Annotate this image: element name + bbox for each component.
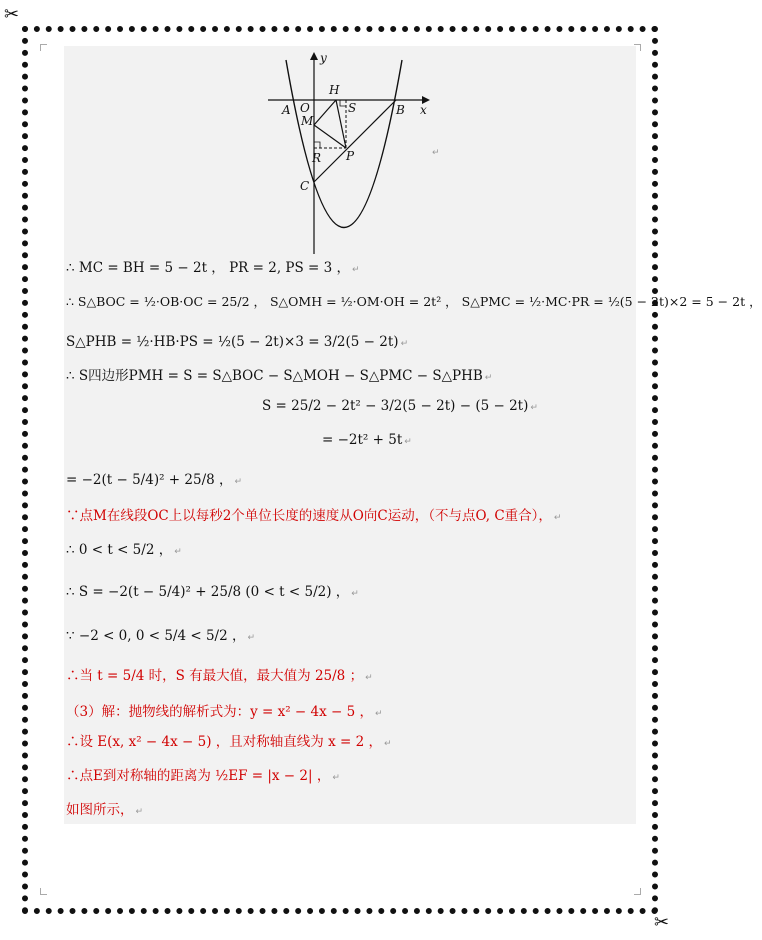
text-line: S△PHB = ½·HB·PS = ½(5 − 2t)×3 = 3/2(5 − 2t) ↵ (66, 334, 409, 350)
label-p: P (346, 149, 355, 163)
text-line-red: ∴当 t = 5/4 时，S 有最大值，最大值为 25/8 ； ↵ (66, 668, 373, 684)
label-h: H (329, 83, 340, 97)
text-line: ∴ MC = BH = 5 − 2t ， PR = 2, PS = 3 ， ↵ (66, 260, 360, 276)
label-x: x (420, 103, 427, 117)
text-line: ∴ S△BOC = ½·OB·OC = 25/2 ， S△OMH = ½·OM·OH = 2t² ， S△PMC = ½·MC·PR = ½(5 − 2t)×2 = 5 − 2t ， (66, 294, 762, 309)
scissors-icon-bottom-right: ✂ (654, 912, 670, 933)
text-line: ∴ S四边形PMH = S = S△BOC − S△MOH − S△PMC − S△PHB ↵ (66, 368, 493, 384)
text-line: = −2(t − 5/4)² + 25/8 ， ↵ (66, 472, 243, 488)
line-mp (314, 125, 346, 148)
paragraph-mark: ↵ (432, 148, 440, 158)
label-m: M (301, 114, 314, 128)
text-line: ∴ S = −2(t − 5/4)² + 25/8 (0 < t < 5/2) ， ↵ (66, 584, 359, 600)
label-s: S (348, 101, 357, 115)
text-line: ∵ −2 < 0, 0 < 5/4 < 5/2 ， ↵ (66, 628, 256, 644)
line-hp (336, 100, 346, 148)
parabola-figure (262, 50, 442, 254)
text-line-centered: = −2t² + 5t ↵ (322, 432, 412, 448)
text-line: ∴ 0 < t < 5/2 ， ↵ (66, 542, 182, 558)
text-line-centered: S = 25/2 − 2t² − 3/2(5 − 2t) − (5 − 2t) ↵ (262, 398, 538, 414)
label-y: y (320, 51, 327, 65)
scissors-icon-top-left: ✂ (4, 4, 20, 25)
text-line-red: ∵点M在线段OC上以每秒2个单位长度的速度从O向C运动，（不与点O, C重合）， ↵ (66, 508, 562, 524)
y-axis-arrow (310, 52, 318, 60)
line-hm (314, 100, 336, 125)
text-line-red: ∴点E到对称轴的距离为 ½EF = |x − 2| ， ↵ (66, 768, 340, 784)
crop-mark (634, 44, 641, 51)
label-o: O (300, 101, 310, 115)
text-line-red: ∴设 E(x, x² − 4x − 5) ，且对称轴直线为 x = 2 ， ↵ (66, 734, 392, 750)
label-r: R (312, 151, 322, 165)
label-b: B (396, 103, 405, 117)
crop-mark (634, 888, 641, 895)
text-line-red: 如图所示， ↵ (66, 802, 144, 818)
label-a: A (282, 103, 291, 117)
crop-mark (40, 888, 47, 895)
right-angle-s (340, 100, 346, 106)
right-angle-r (314, 142, 320, 148)
text-line-red: （3）解：抛物线的解析式为：y = x² − 4x − 5 ， ↵ (66, 704, 383, 720)
parabola-curve (286, 60, 402, 228)
label-c: C (300, 179, 310, 193)
crop-mark (40, 44, 47, 51)
